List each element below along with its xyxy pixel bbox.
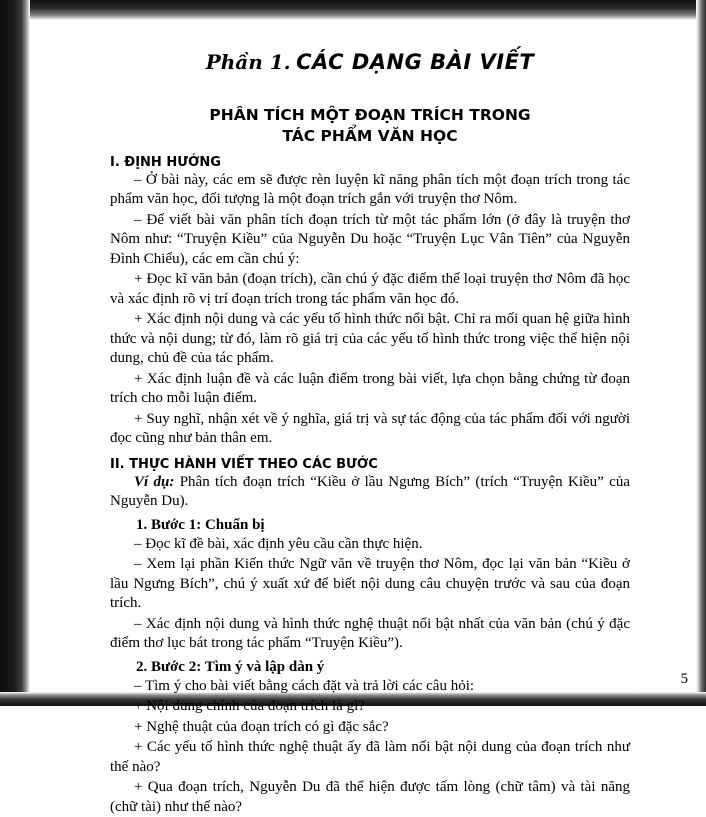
step-label-2: 2. Bước 2: Tìm ý và lập dàn ý xyxy=(136,658,325,675)
page-title xyxy=(110,105,630,147)
paragraph: + Nội dung chính của đoạn trích là gì? xyxy=(134,698,365,715)
step-label-1: 1. Bước 1: Chuẩn bị xyxy=(136,516,265,533)
page-number: 5 xyxy=(680,671,688,687)
paragraph: + Các yếu tố hình thức nghệ thuật ấy đã làm nổi bật nội dung của đoạn trích như thế nào? xyxy=(110,739,630,775)
example-text: Phân tích đoạn trích “Kiều ở lầu Ngưng Bích” (trích “Truyện Kiều” của Nguyễn Du). xyxy=(110,473,630,510)
section-heading-2: II. THỰC HÀNH VIẾT THEO CÁC BƯỚC xyxy=(110,456,378,472)
paragraph: + Nghệ thuật của đoạn trích có gì đặc sắc? xyxy=(134,718,389,735)
paragraph: – Để viết bài văn phân tích đoạn trích từ một tác phẩm lớn (ở đây là truyện thơ Nôm như: “Truyện Kiều” của Nguyễn Du hoặc “Truyện Lục Vân Tiên” của Nguyễn Đình Chiểu), các em cần chú ý: xyxy=(110,211,630,267)
page-title-line-1: PHÂN TÍCH MỘT ĐOẠN TRÍCH TRONG xyxy=(209,106,531,124)
paragraph: – Đọc kĩ đề bài, xác định yêu cầu cần thực hiện. xyxy=(134,535,423,552)
example-label: Ví dụ: xyxy=(134,473,175,490)
part-title-script: Phần 1. xyxy=(205,50,291,74)
paragraph: – Ở bài này, các em sẽ được rèn luyện kĩ năng phân tích một đoạn trích trong tác phẩm văn học, đối tượng là một đoạn trích gắn với truyện thơ Nôm. xyxy=(110,171,630,208)
part-title-caps: CÁC DẠNG BÀI VIẾT xyxy=(296,50,535,74)
example-paragraph xyxy=(110,473,630,512)
section-heading-1: I. ĐỊNH HƯỚNG xyxy=(110,154,221,170)
page-edge-right xyxy=(696,0,706,706)
paragraph: + Qua đoạn trích, Nguyễn Du đã thể hiện được tấm lòng (chữ tâm) và tài năng (chữ tài) như thế nào? xyxy=(110,779,630,815)
paragraph: – Xem lại phần Kiến thức Ngữ văn về truyện thơ Nôm, đọc lại văn bản “Kiều ở lầu Ngưng Bích”, chú ý xuất xứ để biết nội dung câu chuyện trước và sau của đoạn trích. xyxy=(110,556,630,612)
page-content xyxy=(110,34,630,815)
paragraph: + Xác định luận đề và các luận điểm trong bài viết, lựa chọn bằng chứng từ đoạn trích cho mỗi luận điểm. xyxy=(110,370,630,407)
paragraph: + Suy nghĩ, nhận xét về ý nghĩa, giá trị và sự tác động của tác phẩm đối với người đọc cũng như bản thân em. xyxy=(110,410,630,447)
paragraph: + Đọc kĩ văn bản (đoạn trích), cần chú ý đặc điểm thể loại truyện thơ Nôm đã học và xác định rõ vị trí đoạn trích trong tác phẩm văn học đó. xyxy=(110,271,630,307)
part-title xyxy=(110,50,630,75)
page-title-line-2: TÁC PHẨM VĂN HỌC xyxy=(282,126,458,145)
paragraph: – Tìm ý cho bài viết bằng cách đặt và trả lời các câu hỏi: xyxy=(134,677,475,694)
paragraph: + Xác định nội dung và các yếu tố hình thức nổi bật. Chỉ ra mối quan hệ giữa hình thức và nội dung; từ đó, làm rõ giá trị của các yếu tố hình thức trong việc thể hiện nội dung, chủ đề của tác phẩm. xyxy=(110,311,630,367)
page-edge-top xyxy=(0,0,706,20)
page-edge-left xyxy=(0,0,30,706)
paragraph: – Xác định nội dung và hình thức nghệ thuật nổi bật nhất của văn bản (chú ý đặc điểm thơ lục bát trong tác phẩm “Truyện Kiều”). xyxy=(110,615,630,652)
